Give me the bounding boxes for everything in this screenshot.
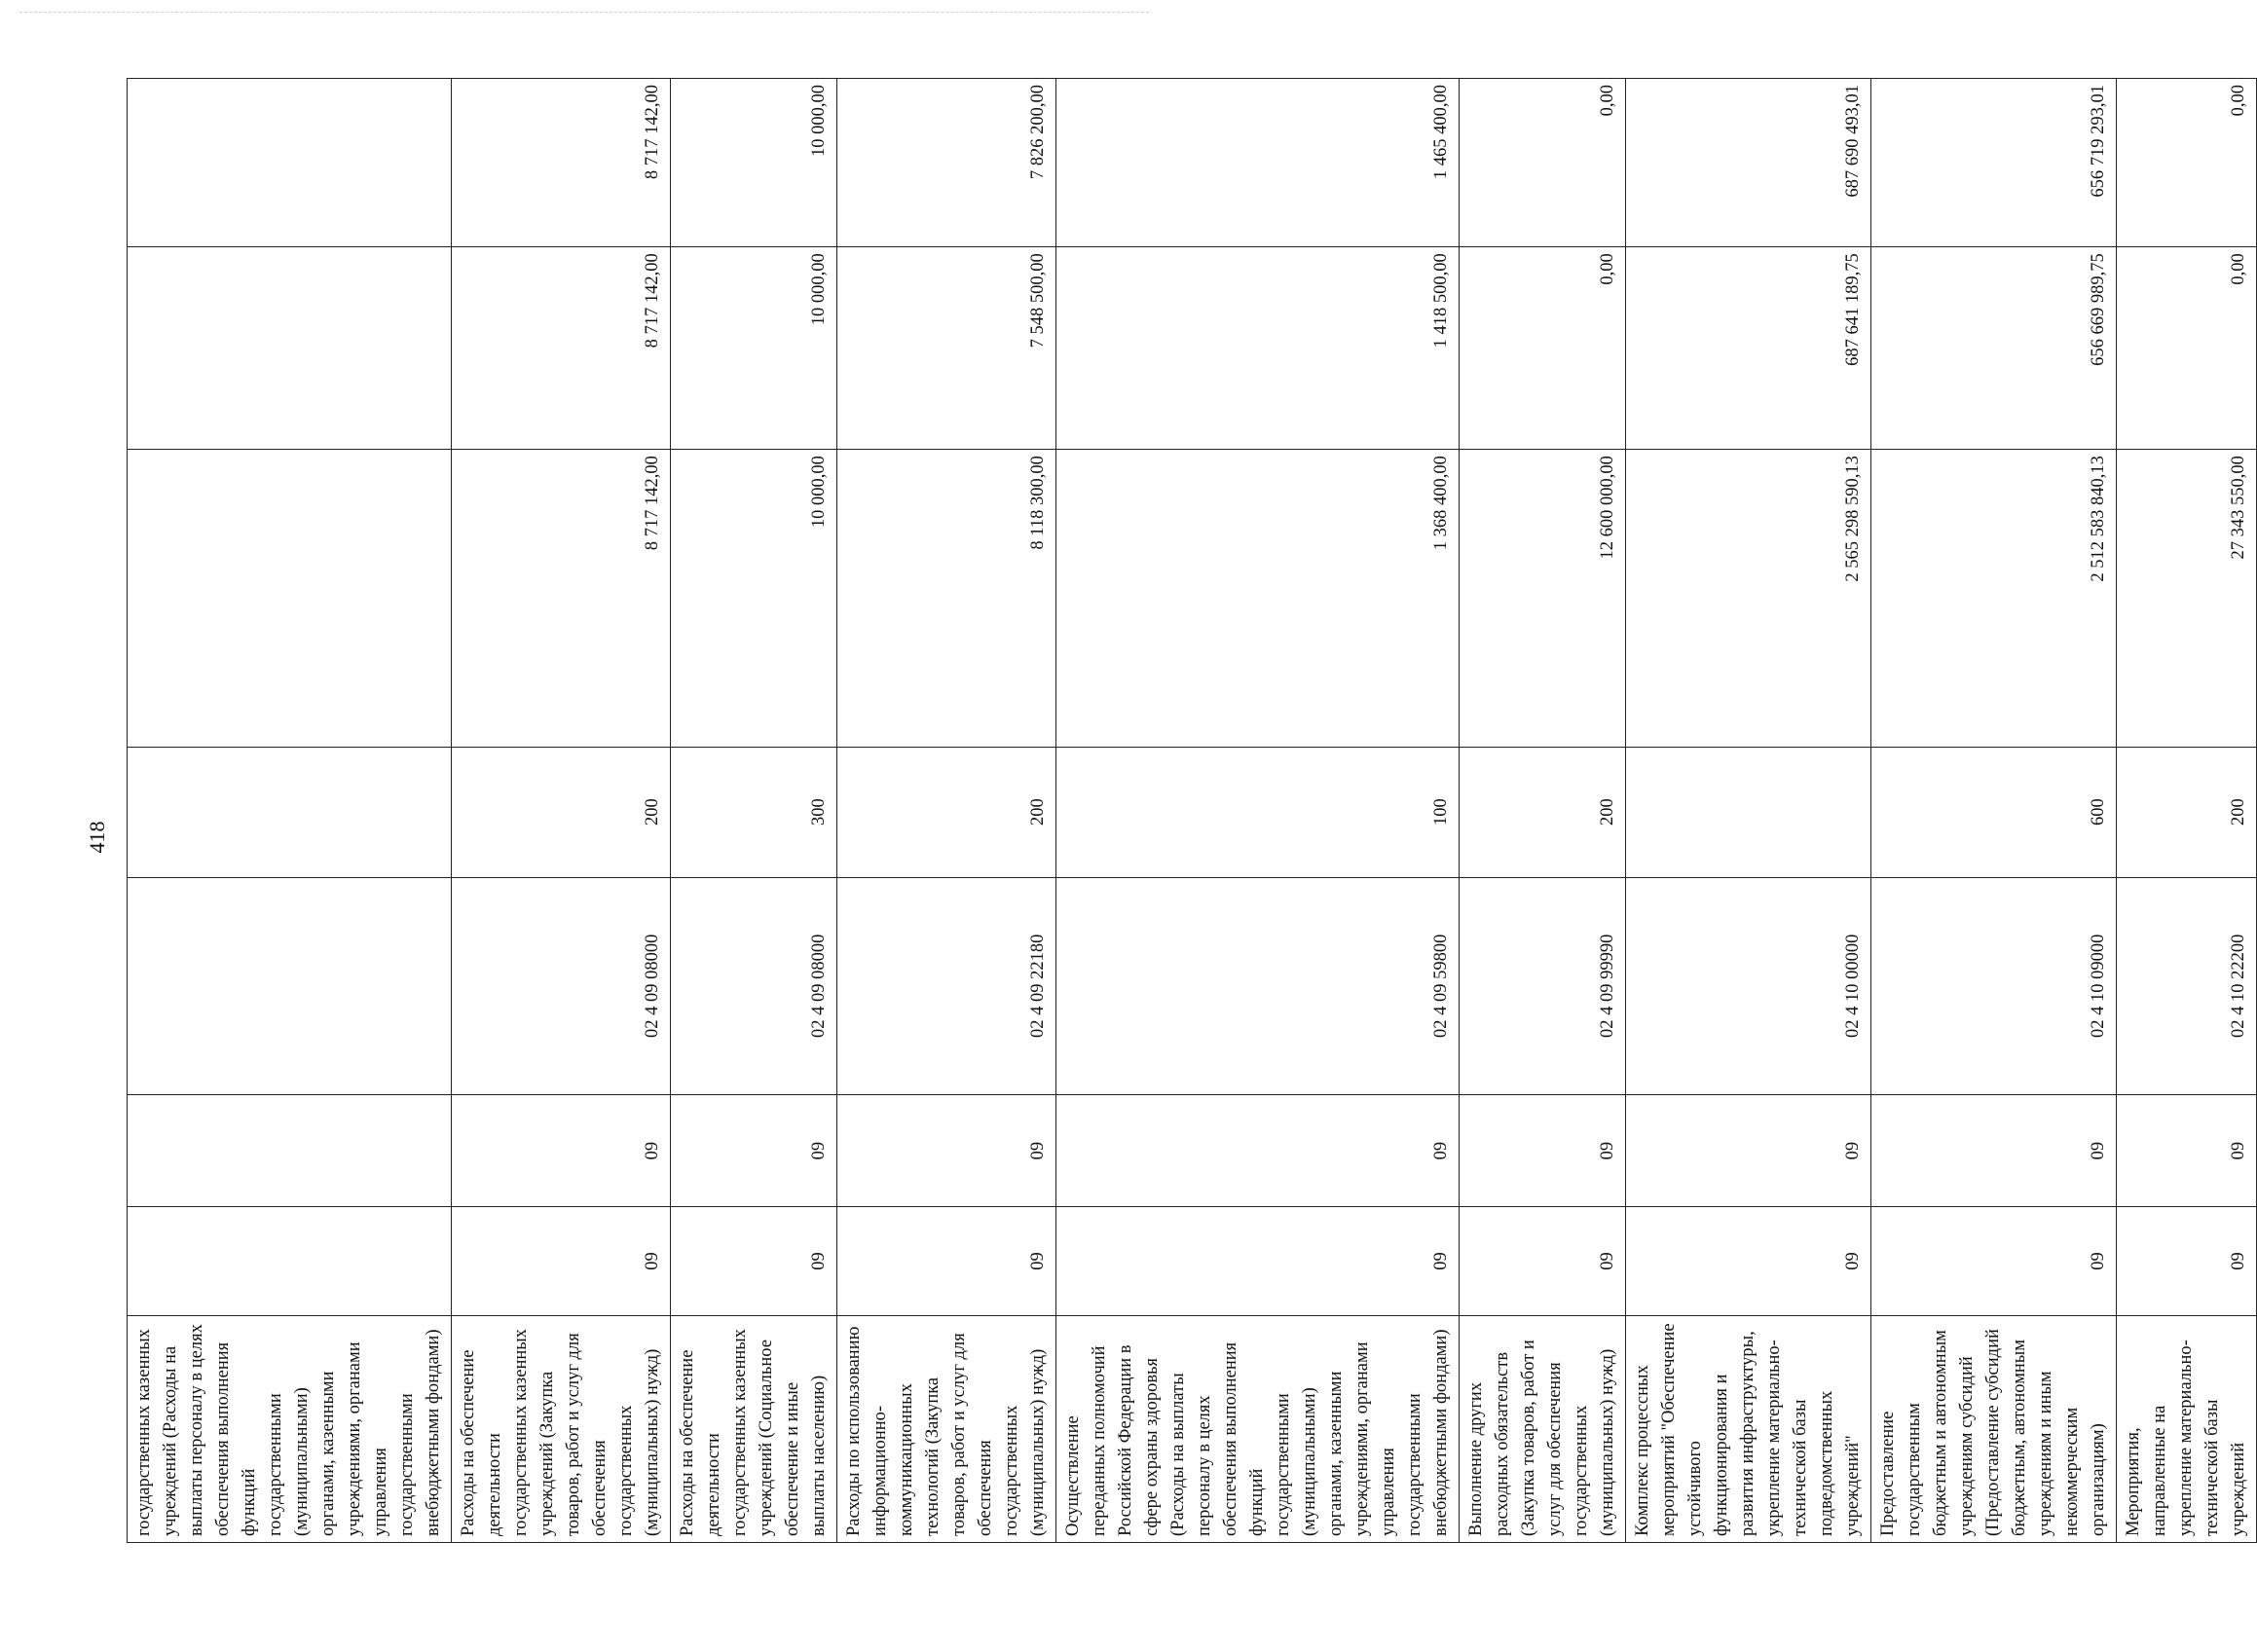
row-description: Расходы на обеспечение деятельности государственных казенных учреждений (Социальное обеспечение и иные выплаты населению) [671, 1315, 837, 1542]
scan-top-edge [19, 12, 1149, 13]
row-description: Комплекс процессных мероприятий "Обеспечение устойчивого функционирования и развития инфраструктуры, укрепление материально-технической базы подведомственных учреждений" [1626, 1315, 1871, 1542]
row-subsection: 09 [671, 1095, 837, 1207]
table-row [128, 79, 452, 1543]
row-expense-type: 600 [1871, 747, 2117, 877]
row-value-2: 7 548 500,00 [837, 247, 1056, 450]
row-section: 09 [1626, 1207, 1871, 1316]
row-value-1: 12 600 000,00 [1460, 450, 1626, 748]
row-expense-type [128, 747, 452, 877]
row-section: 09 [1460, 1207, 1626, 1316]
row-expense-type: 200 [1460, 747, 1626, 877]
row-section: 09 [1056, 1207, 1460, 1316]
budget-table [127, 78, 2257, 1543]
row-value-1: 8 118 300,00 [837, 450, 1056, 748]
row-section: 09 [2117, 1207, 2257, 1316]
row-value-1: 10 000,00 [671, 450, 837, 748]
row-subsection: 09 [1871, 1095, 2117, 1207]
table-body [128, 79, 2257, 1543]
row-description: Осуществление переданных полномочий Российской Федерации в сфере охраны здоровья (Расходы на выплаты персоналу в целях обеспечения выполнения функций государственными (муниципальными) органами, казенными учреждениями, органами управления государственными внебюджетными фондами) [1056, 1315, 1460, 1542]
row-value-3: 8 717 142,00 [452, 79, 671, 247]
row-value-3: 7 826 200,00 [837, 79, 1056, 247]
row-section: 09 [671, 1207, 837, 1316]
table-row [1460, 79, 1626, 1543]
row-value-2: 0,00 [2117, 247, 2257, 450]
row-target-article: 02 4 09 59800 [1056, 877, 1460, 1095]
row-value-2: 1 418 500,00 [1056, 247, 1460, 450]
row-value-3 [128, 79, 452, 247]
table-row [1626, 79, 1871, 1543]
row-value-2: 10 000,00 [671, 247, 837, 450]
row-subsection: 09 [837, 1095, 1056, 1207]
row-expense-type: 200 [452, 747, 671, 877]
row-description: Мероприятия, направленные на укрепление материально-технической базы учреждений [2117, 1315, 2257, 1542]
row-subsection: 09 [1460, 1095, 1626, 1207]
row-subsection: 09 [1056, 1095, 1460, 1207]
row-subsection [128, 1095, 452, 1207]
row-value-3: 0,00 [2117, 79, 2257, 247]
row-value-2: 687 641 189,75 [1626, 247, 1871, 450]
row-target-article: 02 4 09 08000 [671, 877, 837, 1095]
row-subsection: 09 [2117, 1095, 2257, 1207]
row-description: Предоставление государственным бюджетным и автономным учреждениям субсидий (Предоставление субсидий бюджетным, автономным учреждениям и иным некоммерческим организациям) [1871, 1315, 2117, 1542]
row-target-article: 02 4 09 99990 [1460, 877, 1626, 1095]
row-value-1: 8 717 142,00 [452, 450, 671, 748]
row-value-3: 1 465 400,00 [1056, 79, 1460, 247]
row-value-2 [128, 247, 452, 450]
row-subsection: 09 [1626, 1095, 1871, 1207]
table-row [671, 79, 837, 1543]
row-expense-type: 200 [2117, 747, 2257, 877]
row-value-2: 0,00 [1460, 247, 1626, 450]
row-expense-type: 300 [671, 747, 837, 877]
table-row [2117, 79, 2257, 1543]
row-target-article: 02 4 10 09000 [1871, 877, 2117, 1095]
page-number: 418 [85, 821, 109, 854]
row-value-1 [128, 450, 452, 748]
row-section: 09 [452, 1207, 671, 1316]
row-subsection: 09 [452, 1095, 671, 1207]
table-row [452, 79, 671, 1543]
row-section: 09 [837, 1207, 1056, 1316]
row-section: 09 [1871, 1207, 2117, 1316]
row-value-2: 8 717 142,00 [452, 247, 671, 450]
row-value-1: 2 565 298 590,13 [1626, 450, 1871, 748]
row-section [128, 1207, 452, 1316]
row-description: государственных казенных учреждений (Расходы на выплаты персоналу в целях обеспечения выполнения функций государственными (муниципальными) органами, казенными учреждениями, органами управления государственными внебюджетными фондами) [128, 1315, 452, 1542]
table-row [837, 79, 1056, 1543]
row-target-article [128, 877, 452, 1095]
row-value-3: 0,00 [1460, 79, 1626, 247]
row-description: Расходы на обеспечение деятельности государственных казенных учреждений (Закупка товаров, работ и услуг для обеспечения государственных (муниципальных) нужд) [452, 1315, 671, 1542]
row-value-2: 656 669 989,75 [1871, 247, 2117, 450]
row-target-article: 02 4 09 08000 [452, 877, 671, 1095]
table-row [1056, 79, 1460, 1543]
row-description: Выполнение других расходных обязательств (Закупка товаров, работ и услуг для обеспечения государственных (муниципальных) нужд) [1460, 1315, 1626, 1542]
table-row [1871, 79, 2117, 1543]
row-target-article: 02 4 09 22180 [837, 877, 1056, 1095]
row-expense-type [1626, 747, 1871, 877]
row-expense-type: 200 [837, 747, 1056, 877]
row-value-1: 27 343 550,00 [2117, 450, 2257, 748]
row-value-3: 687 690 493,01 [1626, 79, 1871, 247]
row-description: Расходы по использованию информационно-коммуникационных технологий (Закупка товаров, работ и услуг для обеспечения государственных (муниципальных) нужд) [837, 1315, 1056, 1542]
row-value-3: 10 000,00 [671, 79, 837, 247]
row-target-article: 02 4 10 22200 [2117, 877, 2257, 1095]
row-value-1: 2 512 583 840,13 [1871, 450, 2117, 748]
rotated-table-container [127, 78, 2248, 1543]
row-expense-type: 100 [1056, 747, 1460, 877]
row-value-3: 656 719 293,01 [1871, 79, 2117, 247]
row-value-1: 1 368 400,00 [1056, 450, 1460, 748]
row-target-article: 02 4 10 00000 [1626, 877, 1871, 1095]
